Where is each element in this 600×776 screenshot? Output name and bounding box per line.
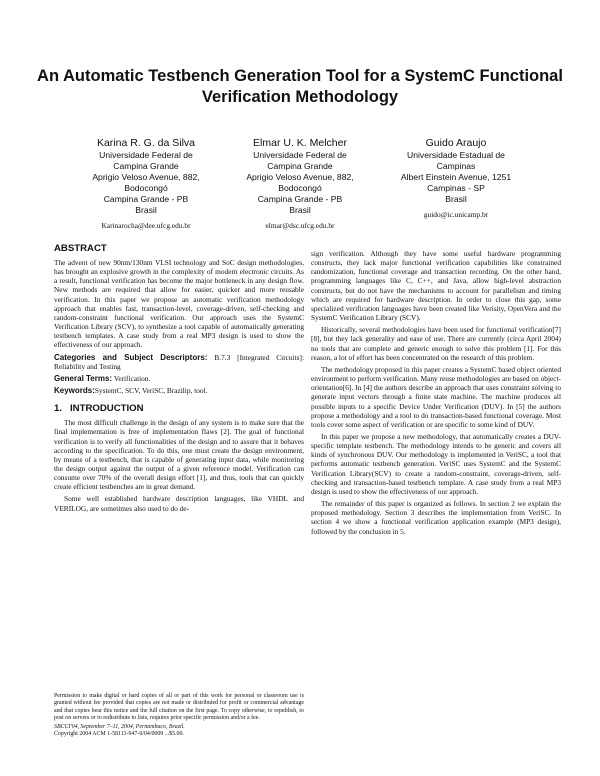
categories-line <box>54 353 304 371</box>
keywords-label: Keywords: <box>54 386 95 396</box>
author-email: elmar@dsc.ufcg.edu.br <box>265 221 335 230</box>
general-terms-text: Verification. <box>113 373 151 383</box>
introduction-heading: 1. INTRODUCTION <box>54 403 144 415</box>
conference-info: SBCCI'04, September 7–11, 2004, Pernambuco, Brazil. <box>54 724 185 731</box>
author-block <box>372 136 540 220</box>
copyright-line: Copyright 2004 ACM 1-58113-947-0/04/0009 ...$5.00. <box>54 731 184 738</box>
author-name: Elmar U. K. Melcher <box>253 137 347 149</box>
body-paragraph: The remainder of this paper is organized as follows. In section 2 we explain the proposed methodology. Section 3 describes the implementation from VeriSC. In section 4 we show a functional verification application example (MP3 design), followed by the conclusion in 5. <box>311 499 561 536</box>
author-email: Karinarocha@dee.ufcg.edu.br <box>101 221 191 230</box>
intro-paragraph: Some well established hardware description languages, like VHDL and VERILOG, are sometimes also used to do de- <box>54 494 304 513</box>
abstract-heading: ABSTRACT <box>54 243 107 254</box>
copyright-footnote <box>54 693 304 739</box>
author-name: Karina R. G. da Silva <box>96 137 196 149</box>
right-column <box>311 249 561 539</box>
body-paragraph: Historically, several methodologies have been used for functional verification[7][8], but they lack generality and ease of use. There are currently (circa April 2004) no tools that are complete and generic enough to solve this problem [1]. For this reason, a lot of effort has been concentrated on the research of this problem. <box>311 325 561 362</box>
author-affiliation: Universidade Federal de Campina Grande Aprigio Veloso Avenue, 882, Bodocongó Campina Grande - PB Brasil <box>246 150 354 215</box>
left-column <box>54 243 304 516</box>
body-paragraph: The methodology proposed in this paper creates a SystemC based object oriented environment to perform verification. Many reuse methodologies are based on object-orientation[6]. In [4] the authors describe an approach that uses constraint solving to generate input vectors through a finite state machine. The machine produces all possible inputs to a specific Device Under Verification (DUV). In [5] the authors propose a methodology and a tool to do transaction-based functional coverage. Most tools cover some aspect of verification or are specific to some kind of DUV. <box>311 364 561 429</box>
author-block <box>216 136 384 231</box>
categories-text: B.7.3 [Integrated Circuits]: Reliability and Testing <box>54 352 304 371</box>
author-name: Guido Araujo <box>425 137 487 149</box>
body-paragraph: sign verification. Although they have some useful hardware programming constructs, they lack major functional verification capabilities like constrained randomization, functional coverage and transaction recording. On the other hand, programming languages like C, C++, and Java, allow high-level abstraction constructs, but do not have the mechanisms to account for parallelism and timing which are required for hardware description. In order to close this gap, some specialized verification languages have been created like Verisity, OpenVera and the SystemC Verification Library (SCV). <box>311 249 561 323</box>
permission-notice: Permission to make digital or hard copies of all or part of this work for personal or classroom use is granted without fee provided that copies are not made or distributed for profit or commercial advantage and that copies bear this notice and the full citation on the first page. To copy otherwise, to republish, to post on servers or to redistribute to lists, requires prior specific permission and/or a fee. <box>54 693 304 721</box>
keywords-line <box>54 386 304 395</box>
general-terms-label: General Terms: <box>54 373 113 383</box>
paper-title: An Automatic Testbench Generation Tool for a SystemC Functional Verification Methodology <box>37 67 563 106</box>
author-block <box>62 136 230 231</box>
categories-label: Categories and Subject Descriptors: <box>54 352 208 362</box>
author-email: guido@ic.unicamp.br <box>423 210 489 219</box>
body-paragraph: In this paper we propose a new methodology, that automatically creates a DUV-specific template testbench. The methodology intends to be generic and covers all kinds of synchronous DUV. Our methodology is implemented in VeriSC, a tool that performs automatic testbench generation. VeriSC uses SystemC and the SystemC Verification Library(SCV) to create a random-constraint, coverage-driven, self-checking and transaction-based testbench template. A case study from a real MP3 design is used to show the effectiveness of our approach. <box>311 431 561 496</box>
author-affiliation: Universidade Federal de Campina Grande Aprigio Veloso Avenue, 882, Bodocongó Campina Grande - PB Brasil <box>92 150 200 215</box>
abstract-text: The advent of new 90nm/130nm VLSI technology and SoC design methodologies, has brought an explosive growth in the complexity of modern electronic circuits. As a result, functional verification has become the major bottleneck in any design flow. New methods are required that allow for easier, quicker and more reusable verification. In this paper we propose an automatic verification methodology approach that enables fast, transaction-level, coverage-driven, self-checking and random-constraint functional verification. Our approach uses the SystemC Verification Library (SCV), to synthesize a tool capable of automatically generating testbench templates. A case study from a real MP3 design is used to show the effectiveness of our approach. <box>54 258 304 350</box>
author-affiliation: Universidade Estadual de Campinas Albert Einstein Avenue, 1251 Campinas - SP Brasil <box>400 150 512 204</box>
general-terms-line <box>54 374 304 383</box>
keywords-text: SystemC, SCV, VeriSC, Brazilip, tool. <box>94 386 208 396</box>
intro-paragraph: The most difficult challenge in the design of any system is to make sure that the final implementation is free of implementation flaws [2]. The goal of functional verification is to verify all functionalities of the design and to assure that it behaves according to the specification. To do this, one must create the design environment, by means of a testbench, that is capable of generating input data, while monitoring the design output against the output of a given reference model. Verification can consume over 70% of the overall design effort [1], and thus, tools that can quickly create efficient testbenches are in great demand. <box>54 418 304 492</box>
